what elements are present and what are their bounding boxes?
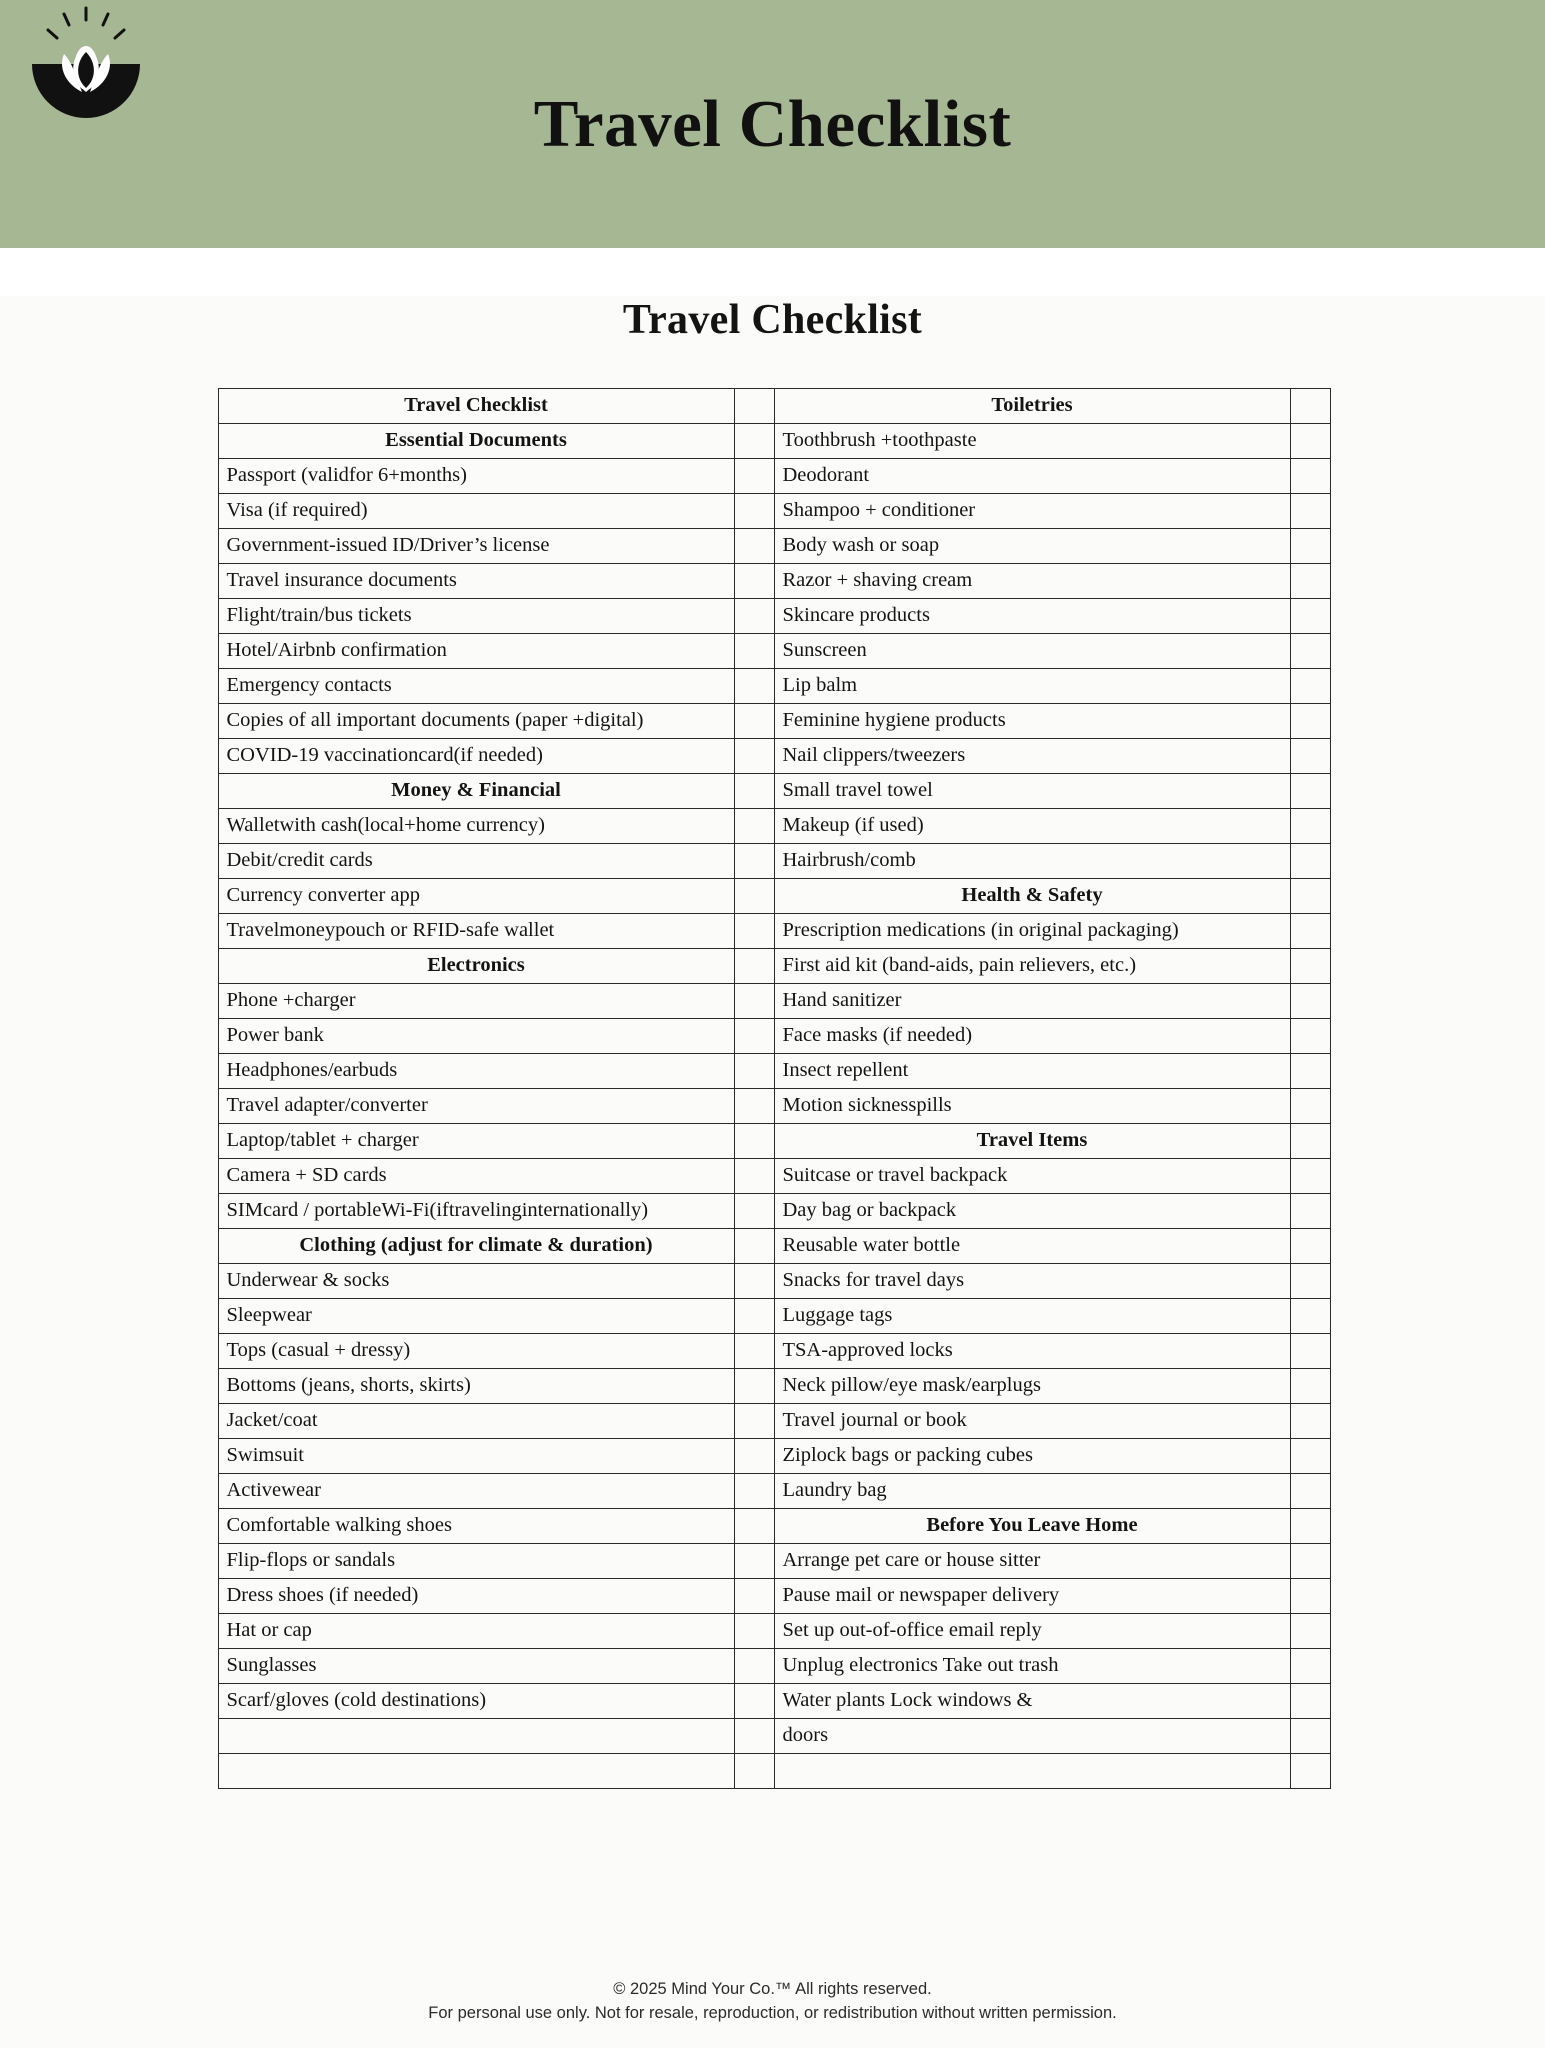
checkbox-cell[interactable] <box>734 1124 774 1159</box>
table-row <box>218 949 1330 984</box>
checkbox-cell[interactable] <box>1290 1614 1330 1649</box>
left-checklist-item-label: Visa (if required) <box>218 494 734 529</box>
left-checklist-item-label: Walletwith cash(local+home currency) <box>218 809 734 844</box>
right-checklist-item-label: Sunscreen <box>774 634 1290 669</box>
checkbox-cell[interactable] <box>734 1649 774 1684</box>
left-checklist-item-label: Emergency contacts <box>218 669 734 704</box>
left-column-header: Travel Checklist <box>218 389 734 424</box>
checkbox-cell[interactable] <box>1290 1054 1330 1089</box>
left-checklist-item-label: Jacket/coat <box>218 1404 734 1439</box>
checkbox-cell[interactable] <box>734 1684 774 1719</box>
checkbox-cell[interactable] <box>734 1439 774 1474</box>
checkbox-cell[interactable] <box>734 1369 774 1404</box>
table-row <box>218 1579 1330 1614</box>
checkbox-cell[interactable] <box>1290 1719 1330 1754</box>
table-row <box>218 1089 1330 1124</box>
checkbox-cell[interactable] <box>734 1579 774 1614</box>
right-checklist-item-label: Day bag or backpack <box>774 1194 1290 1229</box>
left-cell-empty <box>218 1719 734 1754</box>
right-checklist-item-label: Travel journal or book <box>774 1404 1290 1439</box>
left-checklist-item-label: Activewear <box>218 1474 734 1509</box>
checkbox-cell[interactable] <box>1290 809 1330 844</box>
left-checklist-item-label: Sunglasses <box>218 1649 734 1684</box>
right-checklist-item-label: Makeup (if used) <box>774 809 1290 844</box>
checkbox-cell[interactable] <box>1290 634 1330 669</box>
checkbox-cell[interactable] <box>734 1509 774 1544</box>
checkbox-cell[interactable] <box>1290 1474 1330 1509</box>
left-checklist-item-label: SIMcard / portableWi-Fi(iftravelinginternationally) <box>218 1194 734 1229</box>
checkbox-cell[interactable] <box>1290 1299 1330 1334</box>
checkbox-cell-blank <box>734 1754 774 1789</box>
right-checklist-item-label: Small travel towel <box>774 774 1290 809</box>
checkbox-cell[interactable] <box>1290 669 1330 704</box>
table-row <box>218 1019 1330 1054</box>
table-row <box>218 739 1330 774</box>
right-checklist-item-label: Motion sicknesspills <box>774 1089 1290 1124</box>
table-row <box>218 914 1330 949</box>
table-row <box>218 1299 1330 1334</box>
footer-usage-terms: For personal use only. Not for resale, reproduction, or redistribution without written permission. <box>428 2004 1117 2023</box>
right-checklist-item-label: doors <box>774 1719 1290 1754</box>
right-section-header: Travel Items <box>774 1124 1290 1159</box>
banner-title: Travel Checklist <box>533 86 1012 161</box>
checkbox-cell[interactable] <box>1290 949 1330 984</box>
table-row <box>218 424 1330 459</box>
table-row <box>218 1194 1330 1229</box>
table-row <box>218 984 1330 1019</box>
table-row <box>218 1334 1330 1369</box>
checkbox-cell[interactable] <box>734 669 774 704</box>
right-checklist-item-label: Body wash or soap <box>774 529 1290 564</box>
left-checklist-item-label: Flip-flops or sandals <box>218 1544 734 1579</box>
left-checklist-item-label: Copies of all important documents (paper +digital) <box>218 704 734 739</box>
table-row <box>218 634 1330 669</box>
checkbox-cell[interactable] <box>734 564 774 599</box>
checkbox-cell[interactable] <box>734 599 774 634</box>
left-checklist-item-label: Travel insurance documents <box>218 564 734 599</box>
left-checklist-item-label: COVID-19 vaccinationcard(if needed) <box>218 739 734 774</box>
table-row <box>218 1509 1330 1544</box>
page-title: Travel Checklist <box>622 297 923 343</box>
checklist-table <box>218 388 1331 1789</box>
checkbox-cell[interactable] <box>734 634 774 669</box>
checkbox-cell[interactable] <box>734 1474 774 1509</box>
right-checklist-item-label: Luggage tags <box>774 1299 1290 1334</box>
table-row <box>218 774 1330 809</box>
right-checklist-item-label: Laundry bag <box>774 1474 1290 1509</box>
left-checklist-item-label: Underwear & socks <box>218 1264 734 1299</box>
left-checklist-item-label: Sleepwear <box>218 1299 734 1334</box>
checkbox-cell[interactable] <box>734 739 774 774</box>
right-cell-empty <box>774 1754 1290 1789</box>
table-row <box>218 844 1330 879</box>
checkbox-cell[interactable] <box>1290 739 1330 774</box>
right-checklist-item-label: Pause mail or newspaper delivery <box>774 1579 1290 1614</box>
checkbox-cell[interactable] <box>734 844 774 879</box>
left-cell-empty <box>218 1754 734 1789</box>
left-checklist-item-label: Laptop/tablet + charger <box>218 1124 734 1159</box>
checkbox-cell[interactable] <box>734 809 774 844</box>
left-section-header: Clothing (adjust for climate & duration) <box>218 1229 734 1264</box>
left-checklist-item-label: Phone +charger <box>218 984 734 1019</box>
checkbox-cell[interactable] <box>734 879 774 914</box>
left-checklist-item-label: Government-issued ID/Driver’s license <box>218 529 734 564</box>
checkbox-cell[interactable] <box>1290 1369 1330 1404</box>
right-checklist-item-label: Lip balm <box>774 669 1290 704</box>
checkbox-cell[interactable] <box>1290 984 1330 1019</box>
checkbox-cell-blank <box>734 949 774 984</box>
left-checklist-item-label: Debit/credit cards <box>218 844 734 879</box>
checkbox-cell-blank <box>734 389 774 424</box>
checkbox-cell[interactable] <box>1290 1019 1330 1054</box>
checkbox-cell[interactable] <box>1290 914 1330 949</box>
table-row <box>218 1439 1330 1474</box>
table-row <box>218 1404 1330 1439</box>
right-checklist-item-label: Set up out-of-office email reply <box>774 1614 1290 1649</box>
table-row <box>218 809 1330 844</box>
left-checklist-item-label: Flight/train/bus tickets <box>218 599 734 634</box>
checkbox-cell-blank <box>734 424 774 459</box>
right-checklist-item-label: Neck pillow/eye mask/earplugs <box>774 1369 1290 1404</box>
checkbox-cell-blank <box>734 1719 774 1754</box>
right-checklist-item-label: First aid kit (band-aids, pain relievers, etc.) <box>774 949 1290 984</box>
left-section-header: Essential Documents <box>218 424 734 459</box>
right-checklist-item-label: Water plants Lock windows & <box>774 1684 1290 1719</box>
left-checklist-item-label: Swimsuit <box>218 1439 734 1474</box>
footer-copyright: © 2025 Mind Your Co.™ All rights reserved. <box>613 1979 932 1998</box>
left-checklist-item-label: Tops (casual + dressy) <box>218 1334 734 1369</box>
right-checklist-item-label: Shampoo + conditioner <box>774 494 1290 529</box>
checkbox-cell[interactable] <box>734 1019 774 1054</box>
checkbox-cell-blank <box>1290 879 1330 914</box>
table-row <box>218 1054 1330 1089</box>
checkbox-cell[interactable] <box>734 1194 774 1229</box>
right-checklist-item-label: Arrange pet care or house sitter <box>774 1544 1290 1579</box>
checkbox-cell-blank <box>734 774 774 809</box>
table-row <box>218 879 1330 914</box>
checkbox-cell[interactable] <box>1290 494 1330 529</box>
table-header-row <box>218 389 1330 424</box>
right-checklist-item-label: Prescription medications (in original packaging) <box>774 914 1290 949</box>
right-checklist-item-label: Razor + shaving cream <box>774 564 1290 599</box>
page-banner <box>0 0 1545 248</box>
checkbox-cell[interactable] <box>1290 844 1330 879</box>
left-section-header: Electronics <box>218 949 734 984</box>
checkbox-cell[interactable] <box>1290 774 1330 809</box>
left-checklist-item-label: Scarf/gloves (cold destinations) <box>218 1684 734 1719</box>
checkbox-cell[interactable] <box>1290 1579 1330 1614</box>
table-row <box>218 1474 1330 1509</box>
table-row <box>218 1229 1330 1264</box>
checkbox-cell[interactable] <box>1290 529 1330 564</box>
document-page <box>0 296 1545 2048</box>
table-row <box>218 1369 1330 1404</box>
checkbox-cell-blank <box>1290 1754 1330 1789</box>
right-checklist-item-label: Hand sanitizer <box>774 984 1290 1019</box>
table-row <box>218 564 1330 599</box>
table-row <box>218 529 1330 564</box>
checkbox-cell[interactable] <box>734 1614 774 1649</box>
checkbox-cell[interactable] <box>1290 1439 1330 1474</box>
right-checklist-item-label: Insect repellent <box>774 1054 1290 1089</box>
checkbox-cell[interactable] <box>1290 704 1330 739</box>
checkbox-cell[interactable] <box>1290 459 1330 494</box>
left-checklist-item-label: Power bank <box>218 1019 734 1054</box>
checkbox-cell[interactable] <box>1290 1649 1330 1684</box>
left-checklist-item-label: Travelmoneypouch or RFID-safe wallet <box>218 914 734 949</box>
left-checklist-item-label: Headphones/earbuds <box>218 1054 734 1089</box>
right-checklist-item-label: Unplug electronics Take out trash <box>774 1649 1290 1684</box>
table-row <box>218 1684 1330 1719</box>
right-checklist-item-label: Nail clippers/tweezers <box>774 739 1290 774</box>
right-checklist-item-label: Toothbrush +toothpaste <box>774 424 1290 459</box>
checkbox-cell[interactable] <box>734 1264 774 1299</box>
right-column-header: Toiletries <box>774 389 1290 424</box>
checkbox-cell[interactable] <box>734 984 774 1019</box>
checkbox-cell-blank <box>734 1229 774 1264</box>
checkbox-cell[interactable] <box>1290 564 1330 599</box>
table-row <box>218 704 1330 739</box>
checkbox-cell[interactable] <box>734 1054 774 1089</box>
left-checklist-item-label: Dress shoes (if needed) <box>218 1579 734 1614</box>
right-checklist-item-label: Feminine hygiene products <box>774 704 1290 739</box>
checklist-table-wrapper <box>218 388 1328 1789</box>
checkbox-cell[interactable] <box>1290 1334 1330 1369</box>
right-checklist-item-label: Face masks (if needed) <box>774 1019 1290 1054</box>
table-row <box>218 1649 1330 1684</box>
right-checklist-item-label: TSA-approved locks <box>774 1334 1290 1369</box>
checkbox-cell[interactable] <box>734 914 774 949</box>
checkbox-cell[interactable] <box>1290 1544 1330 1579</box>
checkbox-cell[interactable] <box>734 1299 774 1334</box>
left-checklist-item-label: Comfortable walking shoes <box>218 1509 734 1544</box>
checkbox-cell[interactable] <box>1290 1159 1330 1194</box>
left-checklist-item-label: Currency converter app <box>218 879 734 914</box>
table-row <box>218 1544 1330 1579</box>
checkbox-cell[interactable] <box>734 704 774 739</box>
page-footer <box>0 1977 1545 2027</box>
right-section-header: Before You Leave Home <box>774 1509 1290 1544</box>
right-checklist-item-label: Snacks for travel days <box>774 1264 1290 1299</box>
table-row <box>218 1159 1330 1194</box>
left-checklist-item-label: Passport (validfor 6+months) <box>218 459 734 494</box>
table-row <box>218 599 1330 634</box>
table-row <box>218 494 1330 529</box>
right-section-header: Health & Safety <box>774 879 1290 914</box>
checkbox-cell[interactable] <box>734 1334 774 1369</box>
checkbox-cell[interactable] <box>734 1089 774 1124</box>
checkbox-cell[interactable] <box>734 459 774 494</box>
left-checklist-item-label: Hat or cap <box>218 1614 734 1649</box>
right-checklist-item-label: Reusable water bottle <box>774 1229 1290 1264</box>
right-checklist-item-label: Ziplock bags or packing cubes <box>774 1439 1290 1474</box>
checkbox-cell[interactable] <box>1290 1194 1330 1229</box>
checkbox-cell[interactable] <box>1290 1264 1330 1299</box>
checkbox-cell-blank <box>1290 1124 1330 1159</box>
table-row <box>218 1124 1330 1159</box>
left-checklist-item-label: Travel adapter/converter <box>218 1089 734 1124</box>
table-row <box>218 1719 1330 1754</box>
checkbox-cell-blank <box>1290 389 1330 424</box>
lotus-flower-logo-icon <box>24 2 148 118</box>
table-row <box>218 1264 1330 1299</box>
table-row <box>218 1614 1330 1649</box>
table-row <box>218 459 1330 494</box>
table-row <box>218 669 1330 704</box>
table-row <box>218 1754 1330 1789</box>
checkbox-cell[interactable] <box>734 1544 774 1579</box>
right-checklist-item-label: Hairbrush/comb <box>774 844 1290 879</box>
right-checklist-item-label: Skincare products <box>774 599 1290 634</box>
left-checklist-item-label: Bottoms (jeans, shorts, skirts) <box>218 1369 734 1404</box>
checkbox-cell-blank <box>1290 1509 1330 1544</box>
checkbox-cell[interactable] <box>1290 424 1330 459</box>
checkbox-cell[interactable] <box>1290 1404 1330 1439</box>
right-checklist-item-label: Deodorant <box>774 459 1290 494</box>
checkbox-cell[interactable] <box>734 494 774 529</box>
checkbox-cell[interactable] <box>734 1404 774 1439</box>
left-checklist-item-label: Hotel/Airbnb confirmation <box>218 634 734 669</box>
left-checklist-item-label: Camera + SD cards <box>218 1159 734 1194</box>
checkbox-cell[interactable] <box>1290 1229 1330 1264</box>
checkbox-cell[interactable] <box>734 529 774 564</box>
checkbox-cell[interactable] <box>1290 599 1330 634</box>
checkbox-cell[interactable] <box>734 1159 774 1194</box>
left-section-header: Money & Financial <box>218 774 734 809</box>
checkbox-cell[interactable] <box>1290 1684 1330 1719</box>
right-checklist-item-label: Suitcase or travel backpack <box>774 1159 1290 1194</box>
checkbox-cell[interactable] <box>1290 1089 1330 1124</box>
